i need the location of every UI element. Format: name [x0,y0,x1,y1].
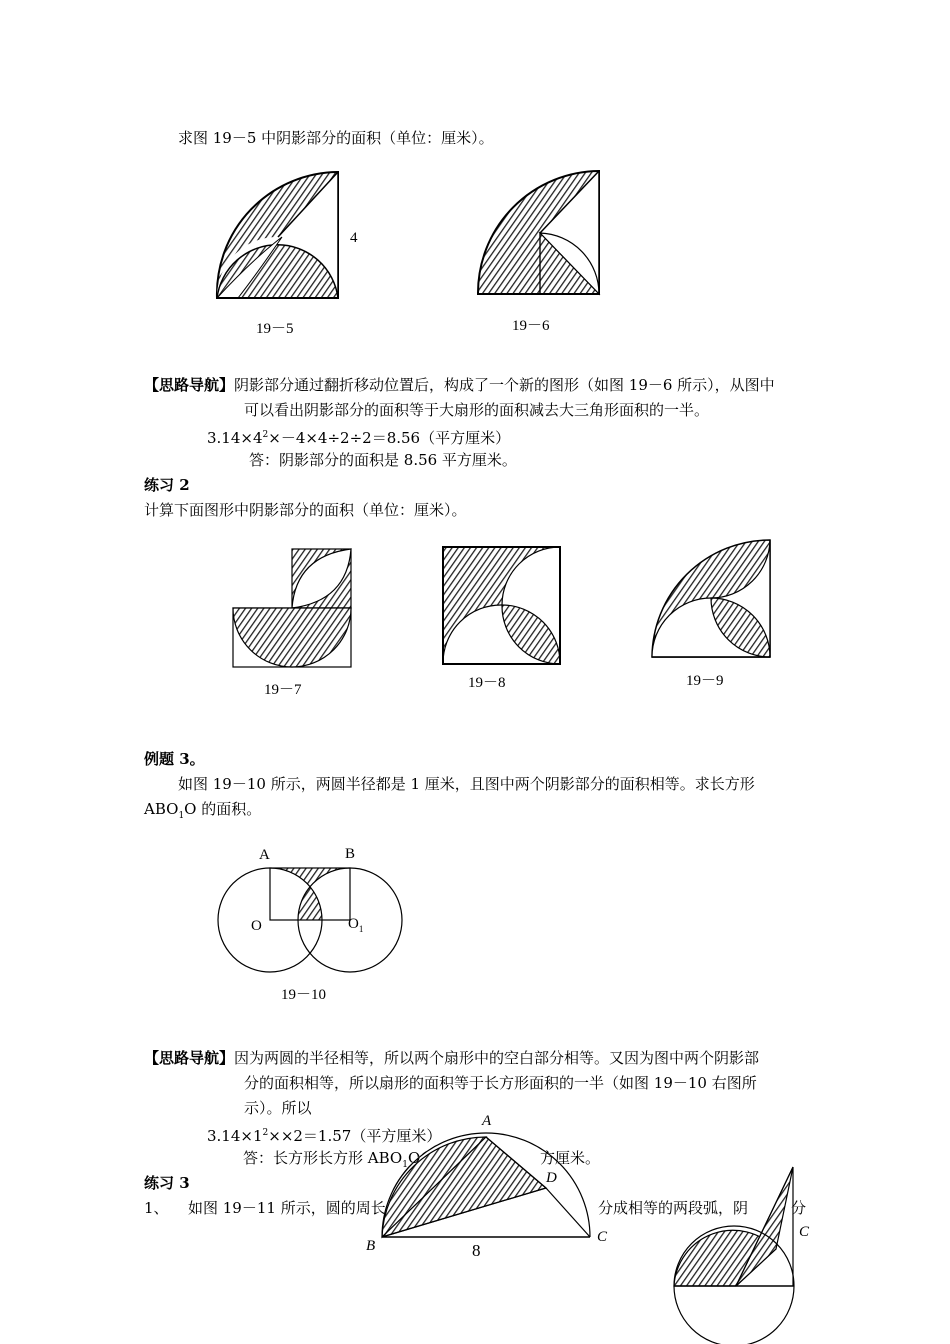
fig10-label-o: O [251,918,262,934]
hint2-line1: 【思路导航】因为两圆的半径相等，所以两个扇形中的空白部分相等。又因为图中两个阴影部 [144,1049,760,1067]
figure-19-9 [650,538,774,660]
exercise3-item-text-c: 分 [791,1199,807,1217]
problem-intro: 求图 19－5 中阴影部分的面积（单位：厘米）。 [178,129,494,147]
fig8-caption: 19－8 [468,675,506,691]
exercise3-item-text-a: 如图 19－11 所示，圆的周长 [188,1199,386,1217]
figure-19-12 [668,1163,800,1344]
fig10-label-a: A [259,847,270,863]
fig11-label-c: C [597,1229,608,1245]
fig11-label-a: A [482,1113,492,1129]
figure-19-10 [212,862,408,974]
fig12-label-c: C [799,1224,810,1240]
figure-19-11 [378,1130,596,1242]
fig7-caption: 19－7 [264,682,302,698]
fig5-caption: 19－5 [256,321,294,337]
fig10-label-o1: $O_1$ [348,916,364,934]
hint1-line2: 可以看出阴影部分的面积等于大扇形的面积减去大三角形面积的一半。 [244,401,710,419]
example3-title: 例题 3。 [144,750,205,768]
fig11-label-b: B [366,1238,376,1254]
fig6-caption: 19－6 [512,318,550,334]
hint1-formula: $3.14\times 4^2\times-4\times 4\div 2\div 2=8.56$（平方厘米） [207,429,511,447]
exercise3-item-no: 1、 [144,1199,169,1217]
hint2-line3: 示）。所以 [244,1099,312,1117]
exercise2-prompt: 计算下面图形中阴影部分的面积（单位：厘米）。 [144,501,467,519]
figure-19-8 [441,545,563,667]
figure-19-5 [212,165,362,305]
example3-line2: $ABO_1O$ 的面积。 [144,800,262,821]
hint2-answer: 答：长方形长方形 $ABO_1O$ [243,1149,421,1170]
hint2-answer-tail: 方厘米。 [540,1149,601,1167]
fig11-base-label: 8 [472,1241,481,1260]
fig10-caption: 19－10 [281,987,327,1003]
figure-19-6 [474,165,608,300]
fig5-side-label: 4 [350,230,358,246]
exercise2-title: 练习 2 [144,476,190,494]
hint1-line1: 【思路导航】阴影部分通过翻折移动位置后，构成了一个新的图形（如图 19－6 所示），从图中 [144,376,775,394]
hint2-formula: $3.14\times 1^2\times\times 2=1.57$（平方厘米） [207,1127,442,1145]
hint1-answer: 答：阴影部分的面积是 8.56 平方厘米。 [249,451,517,469]
hint2-line2: 分的面积相等，所以扇形的面积等于长方形面积的一半（如图 19－10 右图所 [244,1074,757,1092]
exercise3-item-text-b: 分成相等的两段弧，阴 [598,1199,749,1217]
exercise3-title: 练习 3 [144,1174,190,1192]
fig10-label-b: B [345,846,356,862]
fig11-label-d: D [546,1170,557,1186]
example3-line1: 如图 19－10 所示，两圆半径都是 1 厘米，且图中两个阴影部分的面积相等。求长方形 [178,775,755,793]
figure-19-7 [232,548,354,670]
fig9-caption: 19－9 [686,673,724,689]
